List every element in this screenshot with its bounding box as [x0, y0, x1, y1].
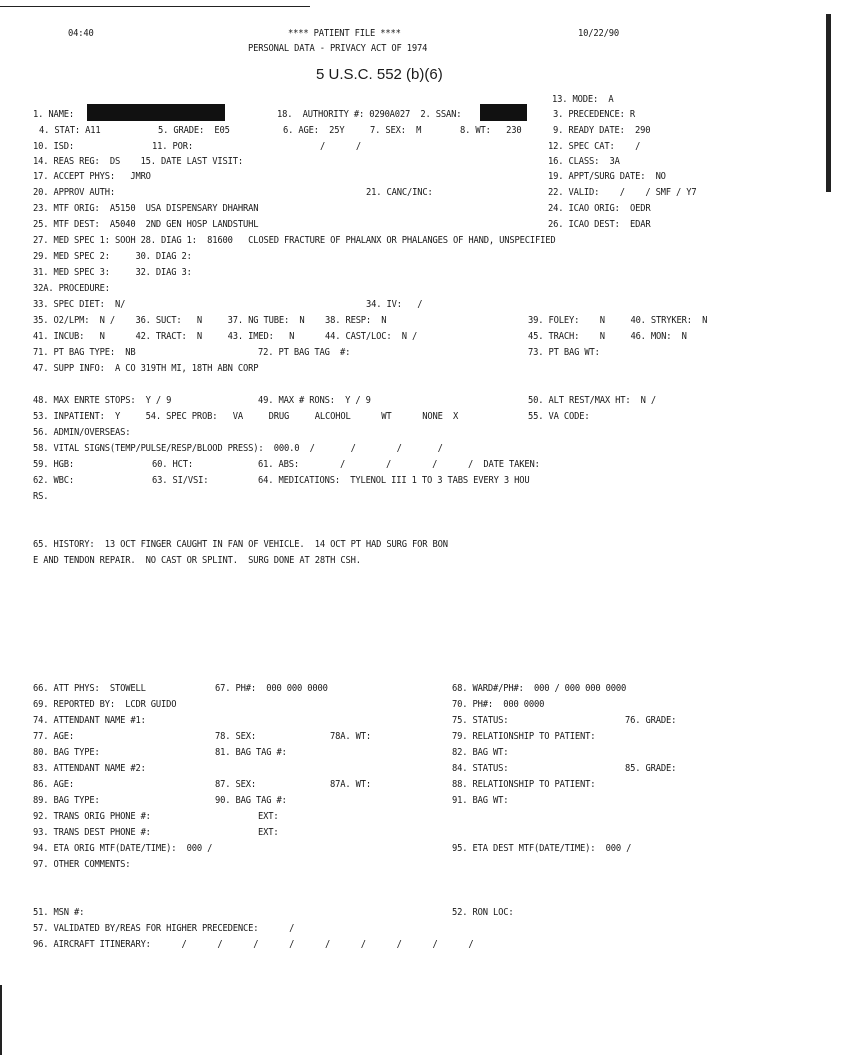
field-icao-orig: 24. ICAO ORIG: OEDR [548, 203, 651, 214]
field-eta-orig: 94. ETA ORIG MTF(DATE/TIME): 000 / [33, 843, 213, 854]
field-trach-mon: 45. TRACH: N 46. MON: N [528, 331, 687, 342]
field-pt-bag-type: 71. PT BAG TYPE: NB [33, 347, 136, 358]
field-validated-by: 57. VALIDATED BY/REAS FOR HIGHER PRECEDENCE: / [33, 923, 295, 934]
field-o2-suct-ng-resp: 35. O2/LPM: N / 36. SUCT: N 37. NG TUBE: N 38. RESP: N [33, 315, 387, 326]
field-attendant-1-grade: 76. GRADE: [625, 715, 677, 726]
field-med-spec-2: 29. MED SPEC 2: 30. DIAG 2: [33, 251, 192, 262]
field-canc-inc: 21. CANC/INC: [366, 187, 433, 198]
right-edge-scan-mark [826, 14, 831, 192]
field-accept-phys: 17. ACCEPT PHYS: JMRO [33, 171, 151, 182]
field-admin-overseas: 56. ADMIN/OVERSEAS: [33, 427, 131, 438]
field-attendant-2-bag-type: 89. BAG TYPE: [33, 795, 100, 806]
field-medications-cont: RS. [33, 491, 49, 502]
field-alt-rest: 50. ALT REST/MAX HT: N / [528, 395, 657, 406]
field-vital-signs: 58. VITAL SIGNS(TEMP/PULSE/RESP/BLOOD PRESS): 000.0 / / / / [33, 443, 443, 454]
field-class: 16. CLASS: 3A [548, 156, 620, 167]
field-other-comments: 97. OTHER COMMENTS: [33, 859, 131, 870]
field-aircraft-itinerary: 96. AIRCRAFT ITINERARY: / / / / / / / / / [33, 939, 474, 950]
field-precedence: 3. PRECEDENCE: R [553, 109, 635, 120]
field-name: 1. NAME: [33, 109, 74, 120]
name-redaction [87, 104, 225, 121]
field-attendant-1-status: 75. STATUS: [452, 715, 509, 726]
field-attendant-1-age: 77. AGE: [33, 731, 74, 742]
field-msn: 51. MSN #: [33, 907, 85, 918]
left-edge-scan-mark [0, 985, 2, 1055]
header-subtitle: PERSONAL DATA - PRIVACY ACT OF 1974 [248, 43, 428, 54]
field-wbc: 62. WBC: [33, 475, 74, 486]
field-va-code: 55. VA CODE: [528, 411, 590, 422]
field-ready-date: 9. READY DATE: 290 [553, 125, 651, 136]
field-med-spec-3: 31. MED SPEC 3: 32. DIAG 3: [33, 267, 192, 278]
field-icao-dest: 26. ICAO DEST: EDAR [548, 219, 651, 230]
field-max-rons: 49. MAX # RONS: Y / 9 [258, 395, 371, 406]
field-valid: 22. VALID: / / SMF / Y7 [548, 187, 697, 198]
field-por: 11. POR: [152, 141, 193, 152]
field-mtf-orig: 23. MTF ORIG: A5150 USA DISPENSARY DHAHRAN [33, 203, 259, 214]
field-authority-ssan: 18. AUTHORITY #: 0290A027 2. SSAN: [277, 109, 462, 120]
field-foley-stryker: 39. FOLEY: N 40. STRYKER: N [528, 315, 708, 326]
field-history: 65. HISTORY: 13 OCT FINGER CAUGHT IN FAN OF VEHICLE. 14 OCT PT HAD SURG FOR BON [33, 539, 448, 550]
field-attendant-2-bag-wt: 91. BAG WT: [452, 795, 509, 806]
field-spec-cat: 12. SPEC CAT: / [548, 141, 641, 152]
field-eta-dest: 95. ETA DEST MTF(DATE/TIME): 000 / [452, 843, 632, 854]
header-date: 10/22/90 [578, 28, 619, 39]
field-attendant-2-bag-tag: 90. BAG TAG #: [215, 795, 287, 806]
field-pt-bag-tag: 72. PT BAG TAG #: [258, 347, 351, 358]
field-hgb: 59. HGB: [33, 459, 74, 470]
field-reported-by: 69. REPORTED BY: LCDR GUIDO [33, 699, 177, 710]
field-attendant-2-relationship: 88. RELATIONSHIP TO PATIENT: [452, 779, 596, 790]
top-scan-line [0, 6, 310, 7]
field-trans-dest-phone: 93. TRANS DEST PHONE #: [33, 827, 151, 838]
field-age: 6. AGE: 25Y [283, 125, 345, 136]
field-attendant-2-status: 84. STATUS: [452, 763, 509, 774]
field-attendant-1-relationship: 79. RELATIONSHIP TO PATIENT: [452, 731, 596, 742]
field-spec-diet: 33. SPEC DIET: N/ [33, 299, 126, 310]
field-attendant-1-bag-type: 80. BAG TYPE: [33, 747, 100, 758]
field-trans-dest-ext: EXT: [258, 827, 279, 838]
field-reas-reg: 14. REAS REG: DS 15. DATE LAST VISIT: [33, 156, 244, 167]
field-attendant-2-grade: 85. GRADE: [625, 763, 677, 774]
field-supp-info: 47. SUPP INFO: A CO 319TH MI, 18TH ABN CORP [33, 363, 259, 374]
field-ward-phone: 68. WARD#/PH#: 000 / 000 000 0000 [452, 683, 627, 694]
field-attendant-2-age: 86. AGE: [33, 779, 74, 790]
field-attendant-2-sex: 87. SEX: [215, 779, 256, 790]
field-grade: 5. GRADE: E05 [158, 125, 230, 136]
field-appt-surg-date: 19. APPT/SURG DATE: NO [548, 171, 666, 182]
field-abs: 61. ABS: / / / / DATE TAKEN: [258, 459, 540, 470]
field-sex: 7. SEX: M [370, 125, 422, 136]
field-attendant-1-sex: 78. SEX: [215, 731, 256, 742]
field-attendant-1-wt: 78A. WT: [330, 731, 371, 742]
field-si-vsi: 63. SI/VSI: [152, 475, 209, 486]
field-attendant-1-bag-tag: 81. BAG TAG #: [215, 747, 287, 758]
field-attendant-2-name: 83. ATTENDANT NAME #2: [33, 763, 146, 774]
field-trans-orig-phone: 92. TRANS ORIG PHONE #: [33, 811, 151, 822]
field-por-slashes: / / [320, 141, 361, 152]
field-reporter-phone: 70. PH#: 000 0000 [452, 699, 545, 710]
privacy-stamp: 5 U.S.C. 552 (b)(6) [316, 66, 443, 83]
field-trans-orig-ext: EXT: [258, 811, 279, 822]
field-attendant-1-name: 74. ATTENDANT NAME #1: [33, 715, 146, 726]
field-ron-loc: 52. RON LOC: [452, 907, 514, 918]
field-incub-tract-imed-cast: 41. INCUB: N 42. TRACT: N 43. IMED: N 44. CAST/LOC: N / [33, 331, 418, 342]
field-approv-auth: 20. APPROV AUTH: [33, 187, 115, 198]
field-procedure: 32A. PROCEDURE: [33, 283, 110, 294]
field-att-phys-phone: 67. PH#: 000 000 0000 [215, 683, 328, 694]
field-history-cont: E AND TENDON REPAIR. NO CAST OR SPLINT. SURG DONE AT 28TH CSH. [33, 555, 361, 566]
field-isd: 10. ISD: [33, 141, 74, 152]
field-max-enrte-stops: 48. MAX ENRTE STOPS: Y / 9 [33, 395, 172, 406]
field-attendant-1-bag-wt: 82. BAG WT: [452, 747, 509, 758]
ssan-redaction [480, 104, 527, 121]
header-title: **** PATIENT FILE **** [288, 28, 401, 39]
field-att-phys: 66. ATT PHYS: STOWELL [33, 683, 146, 694]
field-mtf-dest: 25. MTF DEST: A5040 2ND GEN HOSP LANDSTUHL [33, 219, 259, 230]
field-med-spec-1: 27. MED SPEC 1: SOOH 28. DIAG 1: 81600 CLOSED FRACTURE OF PHALANX OR PHALANGES OF HAND, UNSPECIFIED [33, 235, 556, 246]
field-medications: 64. MEDICATIONS: TYLENOL III 1 TO 3 TABS EVERY 3 HOU [258, 475, 530, 486]
field-iv: 34. IV: / [366, 299, 423, 310]
field-stat: 4. STAT: A11 [39, 125, 101, 136]
field-weight: 8. WT: 230 [460, 125, 522, 136]
field-hct: 60. HCT: [152, 459, 193, 470]
field-inpatient-spec-prob: 53. INPATIENT: Y 54. SPEC PROB: VA DRUG ALCOHOL WT NONE X [33, 411, 459, 422]
header-time: 04:40 [68, 28, 94, 39]
field-mode: 13. MODE: A [552, 94, 614, 105]
field-attendant-2-wt: 87A. WT: [330, 779, 371, 790]
field-pt-bag-wt: 73. PT BAG WT: [528, 347, 600, 358]
